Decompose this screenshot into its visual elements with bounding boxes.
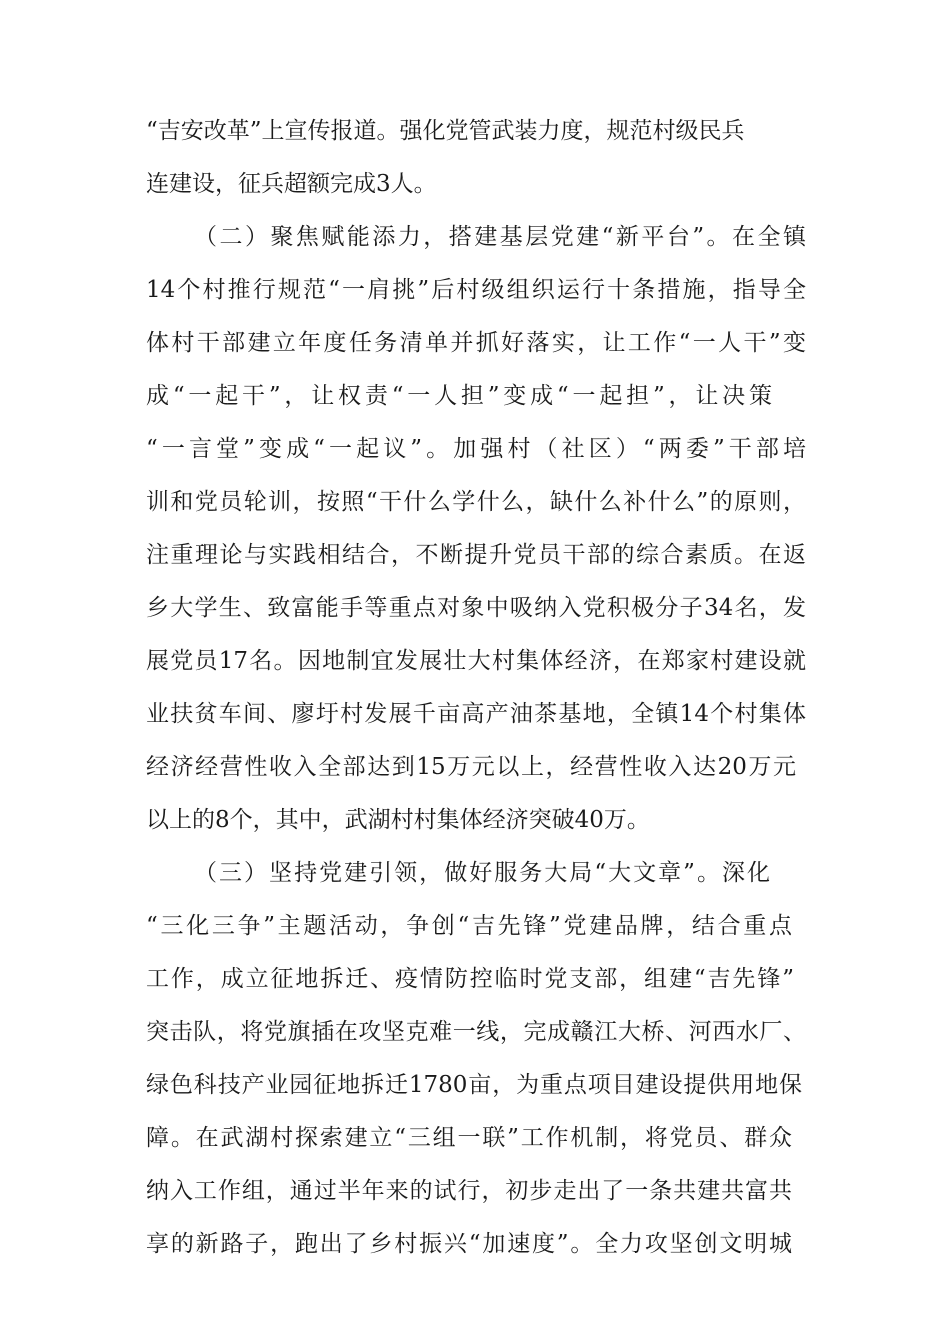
paragraph-heading-line: （三）坚持党建引领，做好服务大局“大文章”。深化 [194, 860, 770, 886]
text-line: 成“一起干”，让权责“一人担”变成“一起担”，让决策 [146, 383, 772, 409]
text-line: 连建设，征兵超额完成3人。 [146, 171, 437, 197]
paragraph-heading-line: （二）聚焦赋能添力，搭建基层党建“新平台”。在全镇 [194, 224, 806, 250]
text-line: 以上的8个，其中，武湖村村集体经济突破40万。 [146, 807, 650, 833]
text-line: 业扶贫车间、廖圩村发展千亩高产油茶基地，全镇14个村集体 [146, 701, 806, 727]
text-line: “三化三争”主题活动，争创“吉先锋”党建品牌，结合重点 [146, 913, 792, 939]
text-line: 14个村推行规范“一肩挑”后村级组织运行十条措施，指导全 [146, 277, 806, 303]
text-line: “一言堂”变成“一起议”。加强村（社区）“两委”干部培 [146, 436, 806, 462]
text-line: 注重理论与实践相结合，不断提升党员干部的综合素质。在返 [146, 542, 806, 568]
text-line: 体村干部建立年度任务清单并抓好落实，让工作“一人干”变 [146, 330, 806, 356]
text-line: 展党员17名。因地制宜发展壮大村集体经济，在郑家村建设就 [146, 648, 806, 674]
text-line: 纳入工作组，通过半年来的试行，初步走出了一条共建共富共 [146, 1178, 792, 1204]
text-line: 突击队，将党旗插在攻坚克难一线，完成赣江大桥、河西水厂、 [146, 1019, 806, 1045]
text-line: 工作，成立征地拆迁、疫情防控临时党支部，组建“吉先锋” [146, 966, 794, 992]
text-line: 享的新路子，跑出了乡村振兴“加速度”。全力攻坚创文明城 [146, 1231, 792, 1257]
text-line: 经济经营性收入全部达到15万元以上，经营性收入达20万元 [146, 754, 796, 780]
text-line: 绿色科技产业园征地拆迁1780亩，为重点项目建设提供用地保 [146, 1072, 802, 1098]
text-line: 训和党员轮训，按照“干什么学什么，缺什么补什么”的原则， [146, 489, 806, 515]
text-line: 乡大学生、致富能手等重点对象中吸纳入党积极分子34名，发 [146, 595, 806, 621]
text-line: “吉安改革”上宣传报道。强化党管武装力度，规范村级民兵 [146, 118, 745, 144]
text-line: 障。在武湖村探索建立“三组一联”工作机制，将党员、群众 [146, 1125, 792, 1151]
